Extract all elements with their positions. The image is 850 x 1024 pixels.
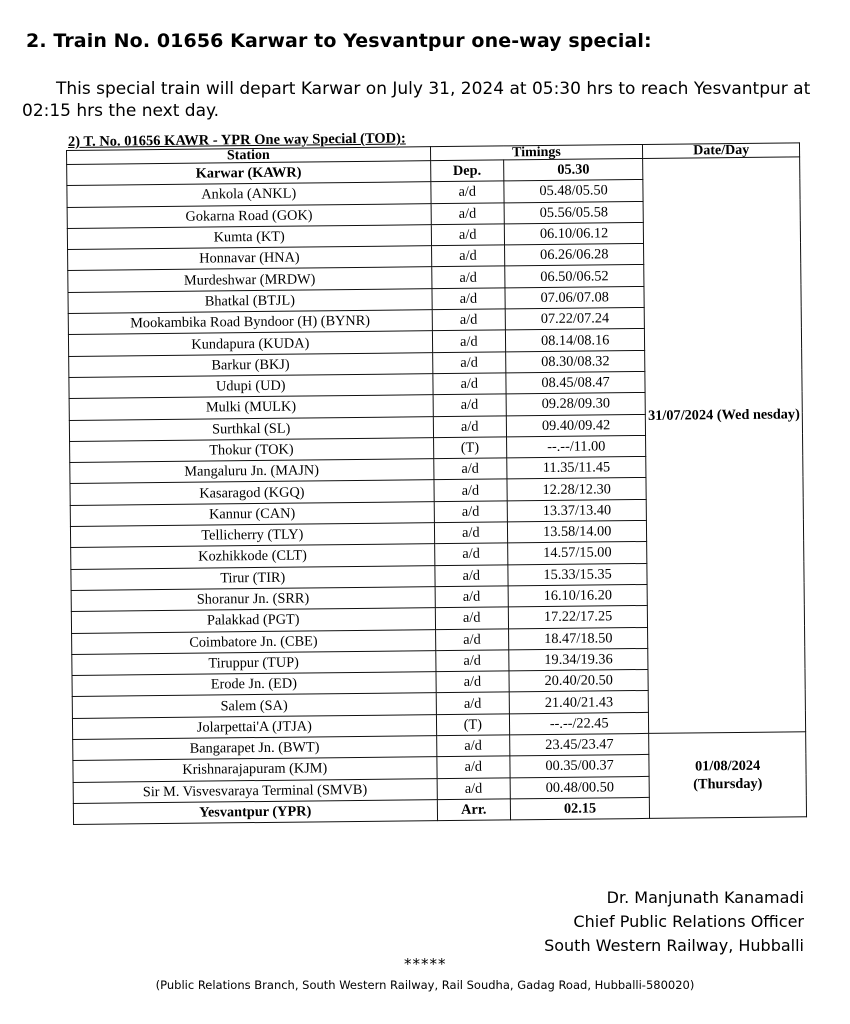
station-cell: Mulki (MULK) xyxy=(69,395,433,420)
time-cell: 05.56/05.58 xyxy=(504,201,643,224)
type-cell: a/d xyxy=(433,458,507,480)
type-cell: a/d xyxy=(435,650,509,672)
station-cell: Tellicherry (TLY) xyxy=(70,523,434,548)
time-cell: 09.28/09.30 xyxy=(506,393,645,416)
type-cell: a/d xyxy=(432,309,506,331)
time-cell: 13.58/14.00 xyxy=(507,520,646,543)
station-cell: Kundapura (KUDA) xyxy=(68,331,432,356)
time-cell: 16.10/16.20 xyxy=(508,584,647,607)
time-cell: 06.26/06.28 xyxy=(505,244,644,267)
station-cell: Tiruppur (TUP) xyxy=(72,650,436,675)
station-header: Station xyxy=(67,147,431,165)
date-day2-line2: (Thursday) xyxy=(693,775,763,793)
type-cell: Arr. xyxy=(437,799,511,821)
time-cell: 15.33/15.35 xyxy=(508,563,647,586)
signatory-name: Dr. Manjunath Kanamadi xyxy=(606,888,804,907)
type-cell: a/d xyxy=(436,756,510,778)
type-cell: a/d xyxy=(432,330,506,352)
type-cell: a/d xyxy=(433,415,507,437)
station-cell: Salem (SA) xyxy=(72,693,436,718)
time-cell: 05.30 xyxy=(504,158,643,181)
date-day1: 31/07/2024 (Wed nesday) xyxy=(647,406,800,424)
timetable-body xyxy=(67,157,807,825)
time-cell: 06.10/06.12 xyxy=(504,222,643,245)
type-cell: a/d xyxy=(433,394,507,416)
type-cell: a/d xyxy=(432,373,506,395)
page-heading: 2. Train No. 01656 Karwar to Yesvantpur one-way special: xyxy=(26,30,652,52)
type-cell: a/d xyxy=(430,181,504,203)
time-cell: 07.06/07.08 xyxy=(505,286,644,309)
station-cell: Surthkal (SL) xyxy=(69,416,433,441)
time-cell: 05.48/05.50 xyxy=(504,180,643,203)
type-cell: a/d xyxy=(436,735,510,757)
type-cell: a/d xyxy=(431,203,505,225)
time-cell: 20.40/20.50 xyxy=(509,670,648,693)
type-cell: a/d xyxy=(431,245,505,267)
time-cell: 11.35/11.45 xyxy=(507,457,646,480)
time-cell: 00.35/00.37 xyxy=(510,755,649,778)
time-cell: 17.22/17.25 xyxy=(508,606,647,629)
station-cell: Karwar (KAWR) xyxy=(67,161,431,186)
date-day2-line1: 01/08/2024 xyxy=(694,757,761,775)
signatory-designation: Chief Public Relations Officer xyxy=(573,912,804,931)
timetable-scan xyxy=(60,130,812,834)
station-cell: Thokur (TOK) xyxy=(70,438,434,463)
type-cell: a/d xyxy=(434,522,508,544)
type-cell: a/d xyxy=(434,501,508,523)
time-cell: 02.15 xyxy=(510,797,649,820)
date-day-header: Date/Day xyxy=(643,143,800,159)
signatory-org: South Western Railway, Hubballi xyxy=(544,936,804,955)
station-cell: Shoranur Jn. (SRR) xyxy=(71,587,435,612)
station-cell: Mookambika Road Byndoor (H) (BYNR) xyxy=(68,310,432,335)
station-cell: Honnavar (HNA) xyxy=(68,246,432,271)
station-cell: Sir M. Visvesvaraya Terminal (SMVB) xyxy=(73,778,437,803)
date-cell-day1 xyxy=(643,157,806,734)
type-cell: a/d xyxy=(434,479,508,501)
intro-paragraph: This special train will depart Karwar on July 31, 2024 at 05:30 hrs to reach Yesvantpur at 02:15 hrs the next day. xyxy=(22,79,811,121)
timetable-title: 2) T. No. 01656 KAWR - YPR One way Special (TOD): xyxy=(67,130,406,150)
type-cell: a/d xyxy=(431,224,505,246)
station-cell: Bangarapet Jn. (BWT) xyxy=(73,736,437,761)
time-cell: --.--/22.45 xyxy=(509,712,648,735)
station-cell: Erode Jn. (ED) xyxy=(72,672,436,697)
timetable xyxy=(66,142,807,825)
station-cell: Kozhikkode (CLT) xyxy=(71,544,435,569)
signature-block xyxy=(544,886,804,958)
station-cell: Kannur (CAN) xyxy=(70,501,434,526)
separator-stars: ***** xyxy=(404,955,447,973)
type-cell: a/d xyxy=(432,288,506,310)
type-cell: a/d xyxy=(437,777,511,799)
type-cell: (T) xyxy=(436,714,510,736)
station-cell: Ankola (ANKL) xyxy=(67,182,431,207)
station-cell: Gokarna Road (GOK) xyxy=(67,203,431,228)
time-cell: 06.50/06.52 xyxy=(505,265,644,288)
station-cell: Kumta (KT) xyxy=(67,225,431,250)
station-cell: Barkur (BKJ) xyxy=(69,352,433,377)
type-cell: a/d xyxy=(434,543,508,565)
type-cell: (T) xyxy=(433,437,507,459)
station-cell: Udupi (UD) xyxy=(69,374,433,399)
time-cell: 23.45/23.47 xyxy=(510,733,649,756)
time-cell: 08.45/08.47 xyxy=(506,371,645,394)
time-cell: 21.40/21.43 xyxy=(509,691,648,714)
station-cell: Palakkad (PGT) xyxy=(71,608,435,633)
type-cell: a/d xyxy=(436,671,510,693)
type-cell: a/d xyxy=(435,628,509,650)
footer-address: (Public Relations Branch, South Western Railway, Rail Soudha, Gadag Road, Hubballi-580020) xyxy=(155,978,695,992)
station-cell: Murdeshwar (MRDW) xyxy=(68,267,432,292)
time-cell: --.--/11.00 xyxy=(507,435,646,458)
timings-header: Timings xyxy=(430,144,643,160)
type-cell: a/d xyxy=(435,586,509,608)
date-cell-day2 xyxy=(649,732,807,819)
type-cell: Dep. xyxy=(430,160,504,182)
type-cell: a/d xyxy=(436,692,510,714)
time-cell: 07.22/07.24 xyxy=(505,308,644,331)
time-cell: 12.28/12.30 xyxy=(507,478,646,501)
station-cell: Bhatkal (BTJL) xyxy=(68,288,432,313)
type-cell: a/d xyxy=(431,266,505,288)
station-cell: Kasaragod (KGQ) xyxy=(70,480,434,505)
type-cell: a/d xyxy=(435,607,509,629)
station-cell: Coimbatore Jn. (CBE) xyxy=(72,629,436,654)
time-cell: 09.40/09.42 xyxy=(506,414,645,437)
time-cell: 08.30/08.32 xyxy=(506,350,645,373)
station-cell: Yesvantpur (YPR) xyxy=(73,800,437,825)
station-cell: Tirur (TIR) xyxy=(71,565,435,590)
time-cell: 18.47/18.50 xyxy=(509,627,648,650)
time-cell: 19.34/19.36 xyxy=(509,648,648,671)
time-cell: 13.37/13.40 xyxy=(507,499,646,522)
time-cell: 00.48/00.50 xyxy=(510,776,649,799)
type-cell: a/d xyxy=(432,352,506,374)
station-cell: Krishnarajapuram (KJM) xyxy=(73,757,437,782)
time-cell: 14.57/15.00 xyxy=(508,542,647,565)
type-cell: a/d xyxy=(434,565,508,587)
time-cell: 08.14/08.16 xyxy=(505,329,644,352)
station-cell: Jolarpettai'A (JTJA) xyxy=(72,714,436,739)
station-cell: Mangaluru Jn. (MAJN) xyxy=(70,459,434,484)
